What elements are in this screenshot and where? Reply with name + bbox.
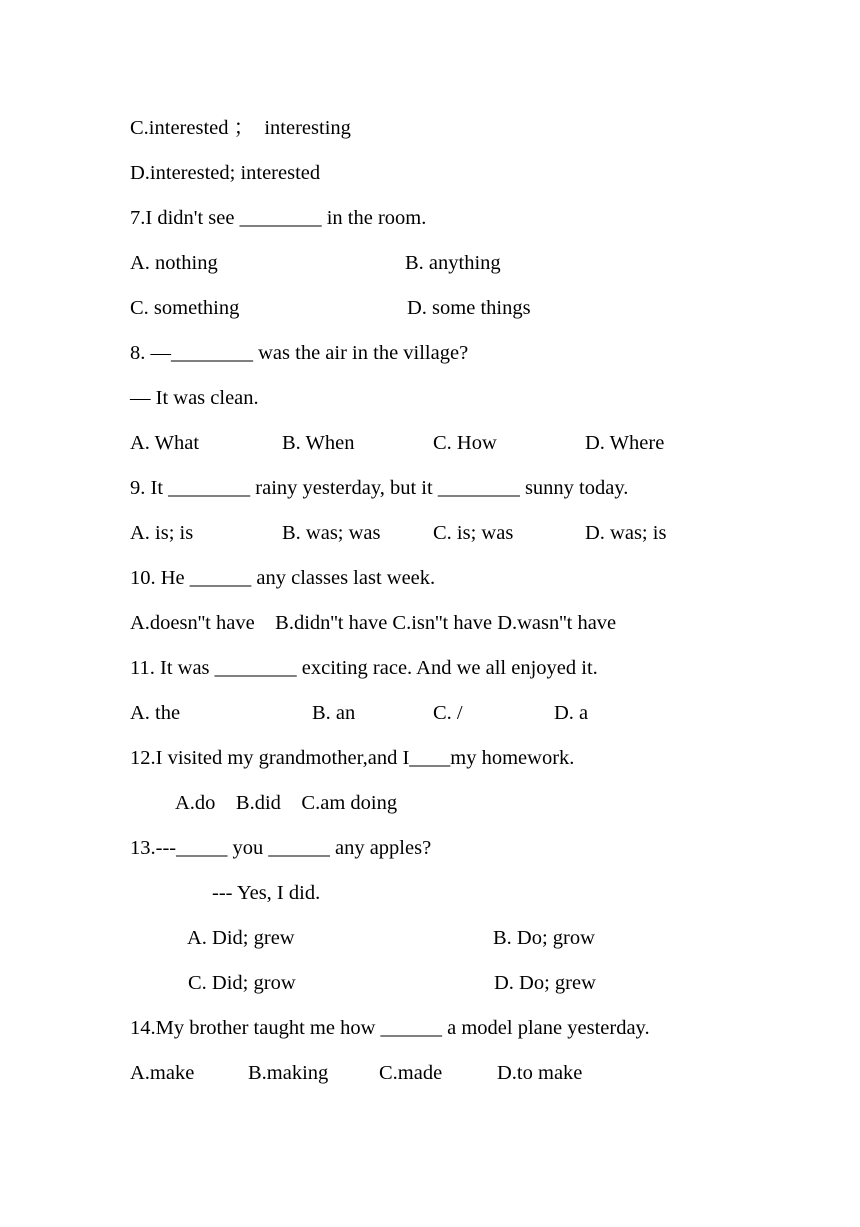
q7-options-row1 [130, 249, 730, 277]
q14-option-b: B.making [248, 1062, 329, 1084]
q9-question: 9. It ________ rainy yesterday, but it ________ sunny today. [130, 477, 629, 499]
q13-options-row1 [187, 924, 687, 952]
q11-option-d: D. a [554, 702, 589, 724]
q11-options [130, 699, 730, 727]
q13-option-b: B. Do; grow [493, 927, 595, 949]
q8-option-b: B. When [282, 432, 355, 454]
q9-options [130, 519, 730, 547]
q13-option-a: A. Did; grew [187, 927, 295, 949]
q8-option-a: A. What [130, 432, 200, 454]
q7-option-c: C. something [130, 297, 240, 319]
q7-option-d: D. some things [407, 297, 531, 319]
q9-option-c: C. is; was [433, 522, 514, 544]
q7-option-a: A. nothing [130, 252, 218, 274]
q11-option-a: A. the [130, 702, 181, 724]
q7-question: 7.I didn't see ________ in the room. [130, 207, 427, 229]
q11-option-b: B. an [312, 702, 356, 724]
q6-option-d: D.interested; interested [130, 162, 321, 184]
q8-option-d: D. Where [585, 432, 665, 454]
q13-response: --- Yes, I did. [212, 882, 321, 904]
q8-response: — It was clean. [130, 387, 259, 409]
q7-option-b: B. anything [405, 252, 501, 274]
q11-question: 11. It was ________ exciting race. And we all enjoyed it. [130, 657, 598, 679]
q11-option-c: C. / [433, 702, 463, 724]
q6-option-c: C.interested ； interesting [130, 117, 351, 139]
q13-question: 13.---_____ you ______ any apples? [130, 837, 432, 859]
q8-option-c: C. How [433, 432, 497, 454]
q10-options: A.doesn''t have B.didn''t have C.isn''t have D.wasn''t have [130, 612, 617, 634]
q7-options-row2 [130, 294, 730, 322]
q10-question: 10. He ______ any classes last week. [130, 567, 436, 589]
q13-option-d: D. Do; grew [494, 972, 596, 994]
q13-options-row2 [187, 969, 687, 997]
q14-option-c: C.made [379, 1062, 443, 1084]
q14-option-d: D.to make [497, 1062, 583, 1084]
q14-option-a: A.make [130, 1062, 195, 1084]
q14-question: 14.My brother taught me how ______ a model plane yesterday. [130, 1017, 650, 1039]
q8-question: 8. —________ was the air in the village? [130, 342, 469, 364]
q9-option-b: B. was; was [282, 522, 381, 544]
q9-option-d: D. was; is [585, 522, 667, 544]
q12-question: 12.I visited my grandmother,and I____my homework. [130, 747, 575, 769]
q9-option-a: A. is; is [130, 522, 194, 544]
q8-options [130, 429, 730, 457]
q14-options [130, 1059, 730, 1087]
q12-options: A.do B.did C.am doing [175, 792, 398, 814]
q13-option-c: C. Did; grow [188, 972, 296, 994]
